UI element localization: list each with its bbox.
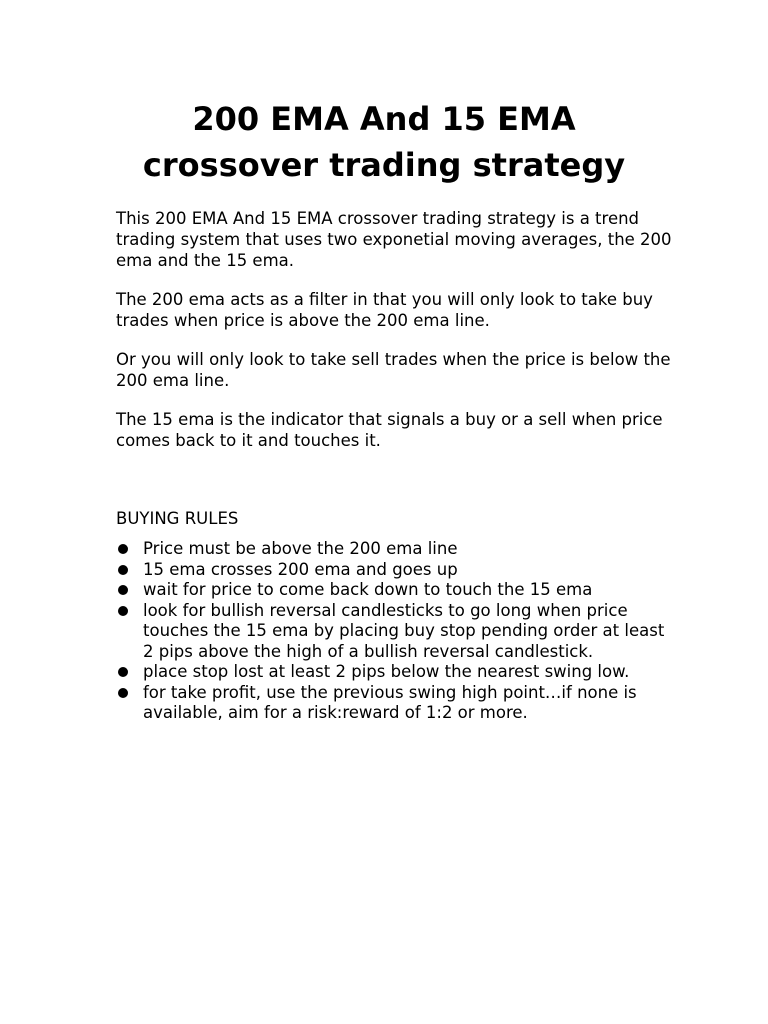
rule-text: 15 ema crosses 200 ema and goes up — [143, 559, 458, 579]
paragraph-signal: The 15 ema is the indicator that signals a buy or a sell when price comes back to it and touches it. — [116, 410, 663, 450]
title-line-2: crossover trading strategy — [142, 146, 626, 184]
bullet-icon — [118, 688, 128, 698]
list-item — [116, 539, 676, 560]
rule-text: Price must be above the 200 ema line — [143, 539, 458, 558]
buying-rules-heading: BUYING RULES — [116, 509, 239, 528]
bullet-icon — [118, 585, 128, 595]
rule-text: look for bullish reversal candlesticks to go long when price touches the 15 ema by placing buy stop pending order at least 2 pips above the high of a bullish reversal candlestick. — [143, 600, 665, 661]
bullet-icon — [118, 565, 128, 575]
list-item — [116, 662, 676, 683]
title-line-1: 200 EMA And 15 EMA — [192, 100, 576, 138]
rule-text: wait for price to come back down to touch the 15 ema — [143, 580, 593, 599]
list-item — [116, 683, 676, 724]
rule-text: place stop lost at least 2 pips below the nearest swing low. — [143, 662, 630, 681]
list-item — [116, 580, 676, 601]
rule-text: for take profit, use the previous swing high point…if none is available, aim for a risk:reward of 1:2 or more. — [143, 682, 637, 722]
bullet-icon — [118, 667, 128, 677]
paragraph-sell: Or you will only look to take sell trades when the price is below the 200 ema line. — [116, 350, 671, 390]
bullet-icon — [118, 606, 128, 616]
list-item — [116, 560, 676, 581]
document-title — [60, 96, 708, 188]
paragraph-filter: The 200 ema acts as a filter in that you will only look to take buy trades when price is above the 200 ema line. — [116, 290, 653, 330]
intro-section — [116, 208, 676, 469]
bullet-icon — [118, 544, 128, 554]
buying-rules-list — [116, 539, 676, 724]
list-item — [116, 601, 676, 663]
paragraph-intro: This 200 EMA And 15 EMA crossover trading strategy is a trend trading system that uses two exponetial moving averages, the 200 ema and the 15 ema. — [116, 209, 672, 270]
